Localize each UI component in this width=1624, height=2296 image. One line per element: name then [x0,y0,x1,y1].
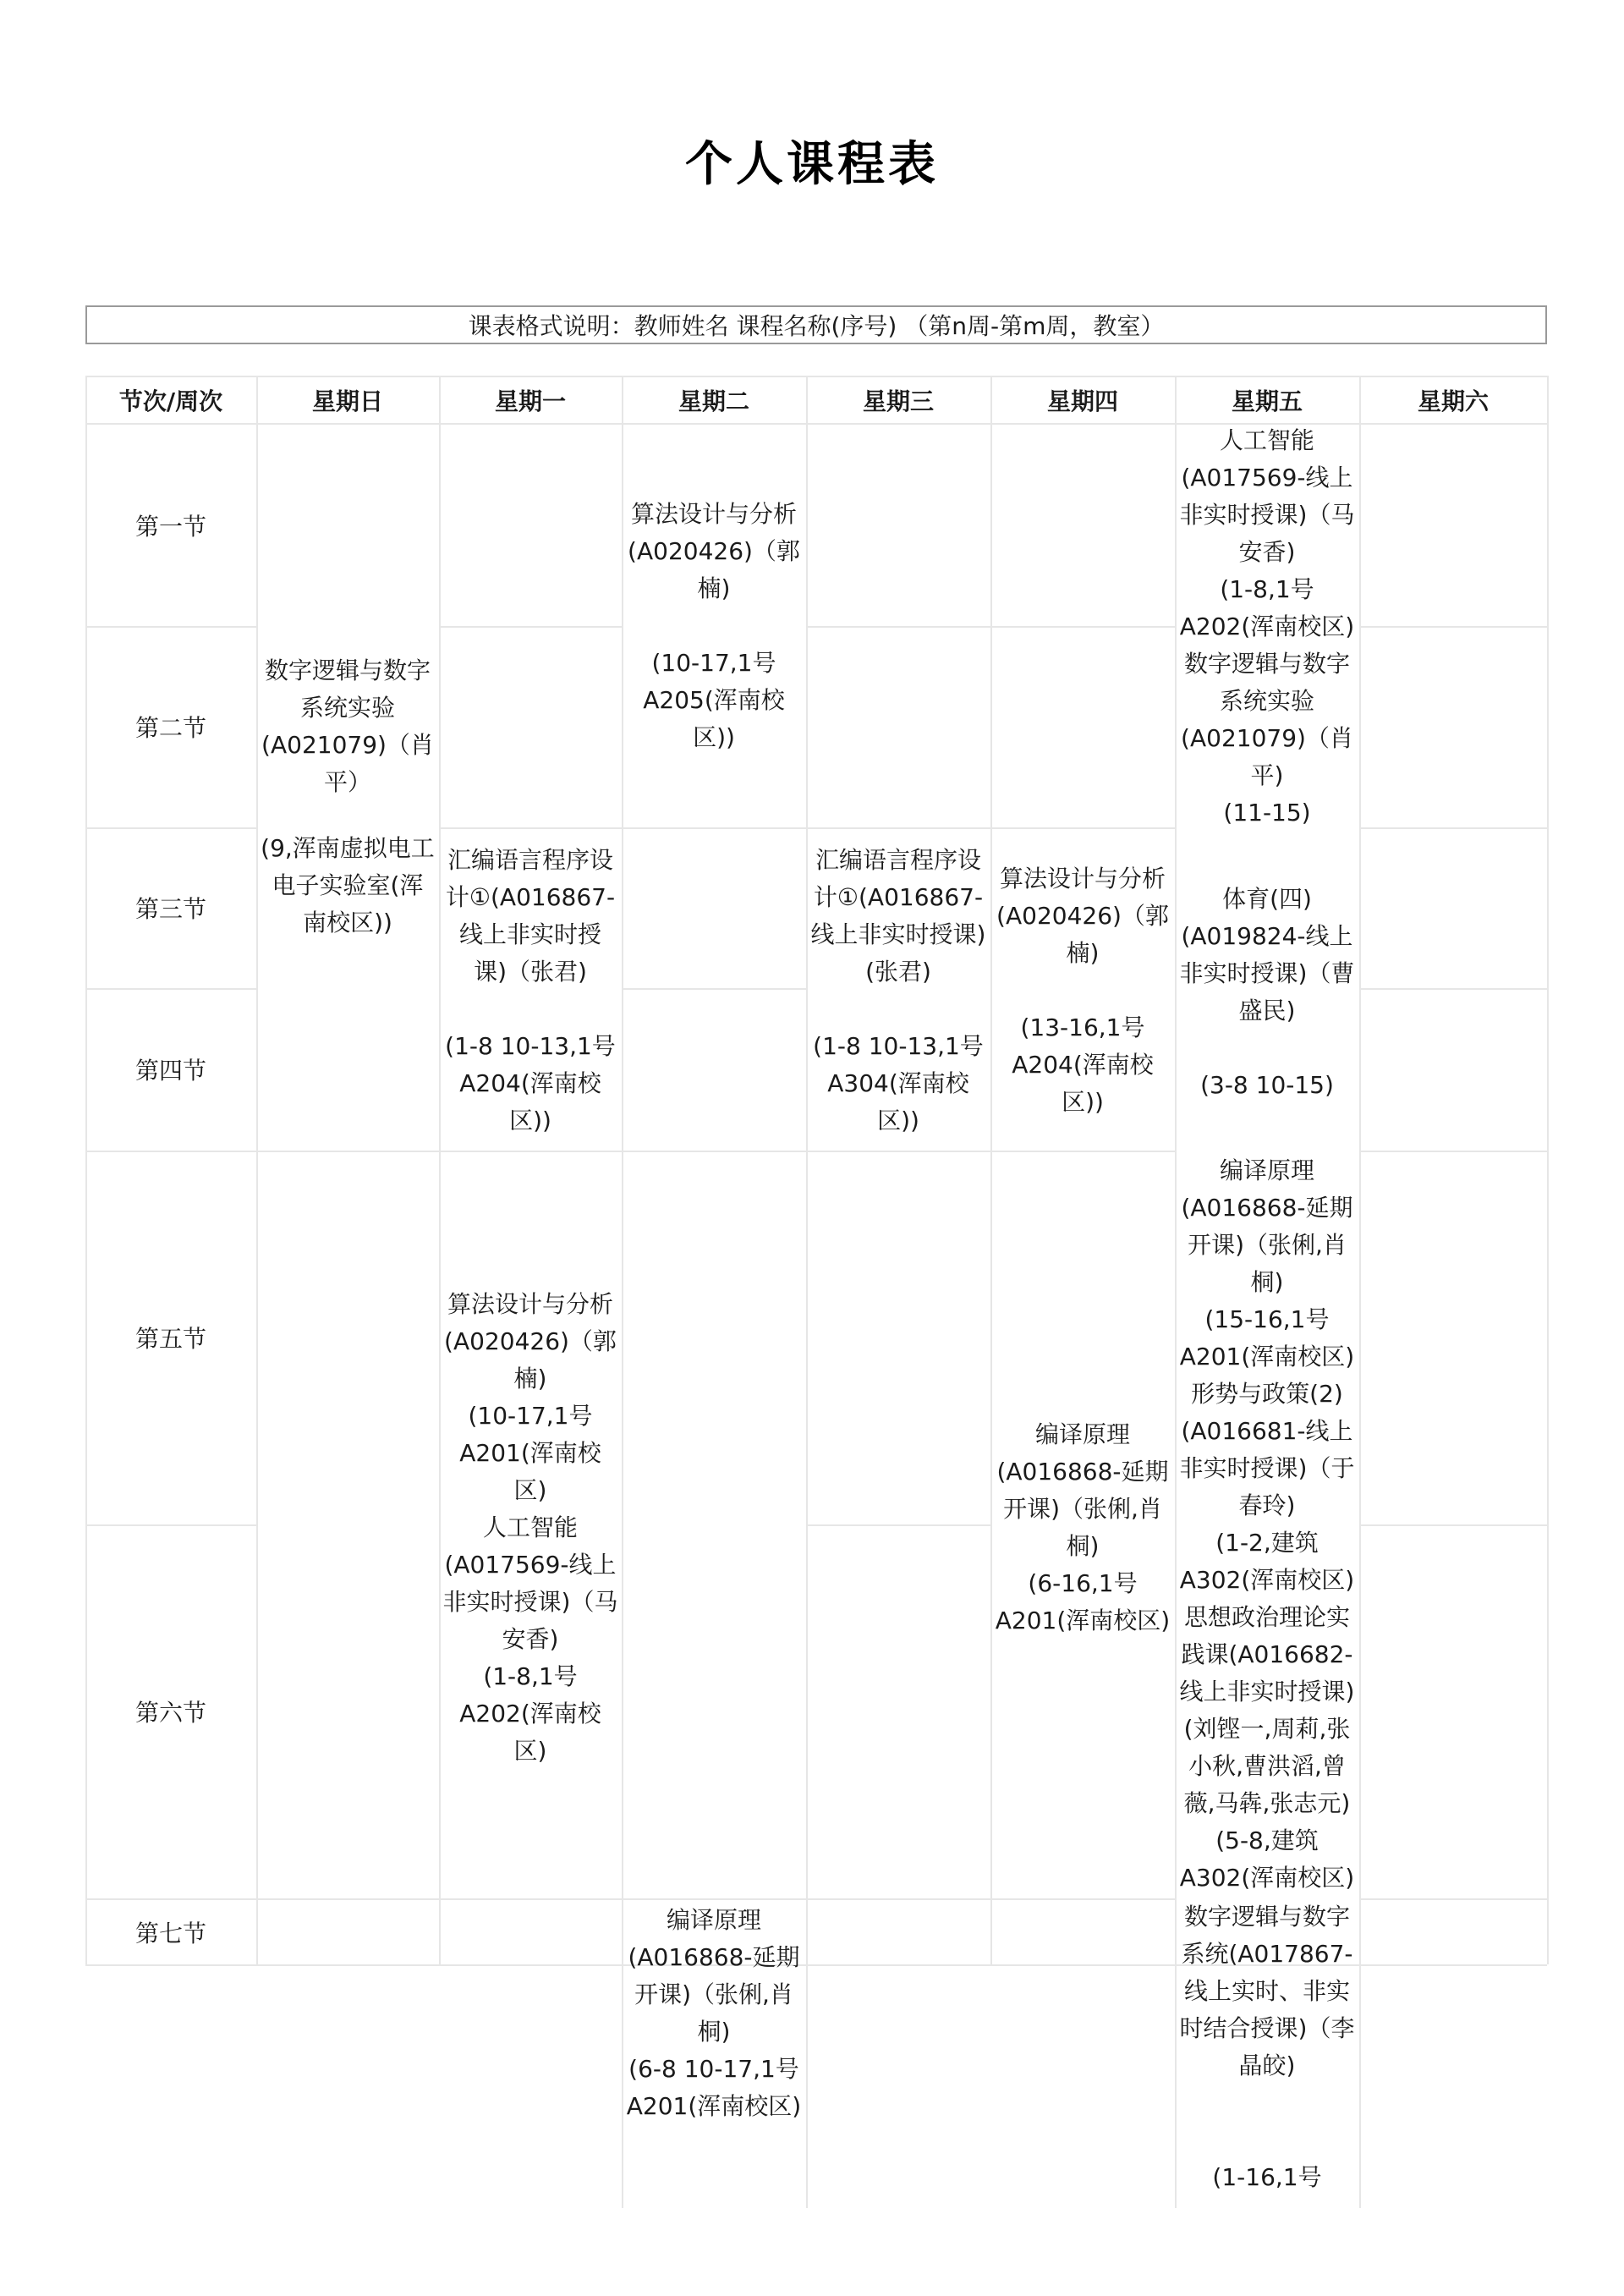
course-line: 非实时授课)（马 [442,1588,618,1616]
grid-line [990,626,1175,628]
period-7: 第七节 [134,1920,206,1947]
course-line: (A020426)（郭 [444,1327,617,1355]
course-line: A201(浑南校区) [1179,1343,1355,1370]
course-line: A204(浑南校 [459,1069,601,1097]
course-line: 春玲) [1238,1491,1296,1519]
course-monday-p5-6 [439,1283,622,1773]
course-line: A201(浑南校区) [995,1607,1171,1634]
course-line: 薇,马犇,张志元) [1183,1789,1351,1817]
course-line: A202(浑南校 [459,1700,601,1727]
grid-line [256,1151,439,1152]
page-title: 个人课程表 [685,137,939,192]
course-line: 楠) [1066,939,1100,967]
course-line: (6-8 10-17,1号 [628,2055,799,2083]
course-line: 汇编语言程序设 [447,846,613,874]
course-line: 小秋,曹洪滔,曾 [1188,1752,1346,1780]
course-line: (11-15) [1223,799,1311,827]
course-line: A201(浑南校区) [626,2092,802,2120]
course-line: 非实时授课)（曹 [1179,959,1355,987]
header-sunday: 星期日 [311,387,383,415]
course-line: 线上非实时授课) [810,920,986,948]
header-friday: 星期五 [1231,387,1303,415]
course-line: A304(浑南校 [827,1069,969,1097]
course-line: 思想政治理论实 [1183,1603,1350,1631]
course-line: 晶皎) [1238,2052,1296,2079]
course-line: (刘铿一,周莉,张 [1183,1715,1351,1743]
course-line: (13-16,1号 [1020,1013,1145,1041]
course-line: 计①(A016867- [445,883,616,911]
grid-line [806,1898,990,1900]
course-line: 区) [513,1737,547,1765]
grid-line [1359,988,1547,990]
course-line: 编译原理 [1034,1420,1130,1448]
period-5: 第五节 [134,1325,206,1353]
course-line: (1-8 10-13,1号 [813,1032,984,1060]
course-line: 算法设计与分析 [999,865,1166,893]
course-line: (A016868-延期 [1181,1194,1353,1222]
course-line: 人工智能 [1219,426,1314,454]
course-tuesday-p7 [622,1898,806,2128]
course-line: (A019824-线上 [1181,922,1353,950]
course-line: 平) [1250,761,1284,789]
course-line: 盛民) [1238,997,1296,1024]
header-period: 节次/周次 [118,387,223,415]
course-line: 线上非实时授 [458,920,601,948]
grid-line [622,1151,806,1152]
grid-line [439,1151,622,1152]
grid-line [806,1151,990,1152]
grid-line [806,626,990,628]
period-3: 第三节 [134,895,206,923]
course-line: 系统(A017867- [1181,1940,1353,1968]
course-monday-p3-4 [439,831,622,1151]
course-line: 区)) [877,1107,919,1134]
course-line: (1-8 10-13,1号 [445,1032,616,1060]
grid-line [1359,626,1547,628]
course-line: 楠) [697,574,731,602]
grid-line [1359,376,1361,2208]
course-line: 非实时授课)（马 [1179,501,1355,529]
grid-line [1359,1524,1547,1526]
course-line: 桐) [1066,1532,1100,1560]
course-line: 编译原理 [1219,1156,1314,1184]
course-line: (A016868-延期 [628,1943,800,1971]
course-line: 开课)（张俐,肖 [1188,1231,1347,1259]
header-wednesday: 星期三 [862,387,934,415]
course-line: 算法设计与分析 [630,500,797,528]
grid-line [806,1524,990,1526]
course-line: (A017569-线上 [1181,464,1353,492]
course-line: 系统实验 [1219,687,1314,715]
header-saturday: 星期六 [1417,387,1489,415]
course-line: (A017569-线上 [444,1551,617,1579]
course-line: 安香) [502,1625,559,1653]
period-6: 第六节 [134,1699,206,1727]
grid-line [806,376,808,2208]
course-line: (A020426)（郭 [628,537,800,565]
course-line: 汇编语言程序设 [815,846,981,874]
course-line: 数字逻辑与数字 [1183,650,1350,678]
course-line: 数字逻辑与数字 [1183,1903,1350,1931]
grid-line [1359,1898,1547,1900]
course-line: 人工智能 [482,1513,578,1541]
course-line: (A016681-线上 [1181,1417,1353,1445]
header-tuesday: 星期二 [678,387,749,415]
course-line: A204(浑南校 [1012,1051,1154,1079]
course-line: (A016868-延期 [996,1458,1169,1486]
course-line: 形势与政策(2) [1191,1380,1343,1408]
course-thursday-p5-6 [990,1413,1175,1643]
course-line: (张君) [865,958,931,986]
course-line: (10-17,1号 [651,649,776,677]
course-line: 编译原理 [666,1906,761,1934]
period-2: 第二节 [134,714,206,742]
course-line: 开课)（张俐,肖 [1003,1495,1162,1523]
course-line: (1-8,1号 [483,1662,578,1690]
course-line: 非实时授课)（于 [1179,1454,1355,1482]
course-line: (A021079)（肖 [261,731,434,759]
grid-line [990,1898,1175,1900]
grid-line [85,423,1547,425]
grid-line [990,1151,1175,1152]
course-line: (5-8,建筑 [1215,1826,1319,1854]
course-line: 时结合授课)（李 [1179,2014,1355,2042]
grid-line [256,376,258,1964]
course-line: 算法设计与分析 [447,1290,613,1318]
course-line: 电子实验室(浑 [272,871,424,899]
grid-line [1547,376,1549,1964]
course-line: 开课)（张俐,肖 [634,1980,793,2008]
grid-line [439,1898,622,1900]
grid-line [1359,1151,1547,1152]
grid-line [256,1898,439,1900]
course-line: (6-16,1号 [1028,1569,1138,1597]
header-monday: 星期一 [494,387,566,415]
course-line: (A021079)（肖 [1181,724,1353,752]
course-line: 体育(四) [1222,885,1312,913]
course-line: (1-2,建筑 [1215,1529,1319,1557]
course-line: (10-17,1号 [468,1402,593,1430]
course-line: (A020426)（郭 [996,902,1169,930]
course-sunday-p3-4 [256,831,439,941]
course-line: 线上实时、非实 [1183,1977,1350,2005]
course-line: A201(浑南校 [459,1439,601,1467]
course-line: (15-16,1号 [1204,1305,1330,1333]
course-line: A302(浑南校区) [1179,1566,1355,1594]
grid-line [439,626,622,628]
course-friday-p5-6 [1175,1152,1359,1897]
course-friday-p7 [1175,1898,1359,2203]
course-thursday-p3-4 [990,850,1175,1131]
course-line: 区)) [509,1107,551,1134]
course-line: 区)) [693,723,735,751]
course-line: (1-8,1号 [1220,575,1314,603]
header-thursday: 星期四 [1046,387,1118,415]
course-line: 区)) [1062,1088,1104,1116]
period-1: 第一节 [134,513,206,541]
course-line: 安香) [1238,538,1296,566]
course-wednesday-p3-4 [806,831,990,1151]
course-friday-p3-4 [1175,870,1359,1115]
course-line: A202(浑南校区) [1179,612,1355,640]
course-line: 桐) [1250,1268,1284,1296]
course-line: 课)（张君) [474,958,587,986]
course-line: 数字逻辑与数字 [264,656,431,684]
course-friday-p1-2 [1175,428,1359,826]
course-line: (9,浑南虚拟电工 [261,834,435,862]
course-sunday-p1-2 [256,626,439,827]
grid-line [622,827,806,829]
grid-line [439,827,622,829]
course-line: A302(浑南校区) [1179,1864,1355,1892]
course-line: 系统实验 [299,694,395,722]
course-line: 桐) [697,2018,731,2046]
period-4: 第四节 [134,1057,206,1085]
grid-line [990,376,992,1964]
course-line: 计①(A016867- [813,883,984,911]
course-line: (1-16,1号 [1212,2163,1322,2191]
course-line: 线上非实时授课) [1179,1678,1355,1706]
course-line: 楠) [513,1365,547,1392]
course-line: 践课(A016682- [1181,1640,1353,1668]
course-tuesday-p1-2 [622,484,806,768]
course-line: 南校区)) [303,909,392,937]
grid-line [1359,827,1547,829]
grid-line [990,827,1175,829]
course-line: 区) [513,1476,547,1504]
format-legend: 课表格式说明：教师姓名 课程名称(序号) （第n周-第m周，教室） [85,305,1547,344]
course-line: 平） [323,768,371,796]
course-line: (3-8 10-15) [1200,1071,1334,1099]
grid-line [622,988,806,990]
grid-line [806,827,990,829]
course-line: A205(浑南校 [643,686,785,714]
